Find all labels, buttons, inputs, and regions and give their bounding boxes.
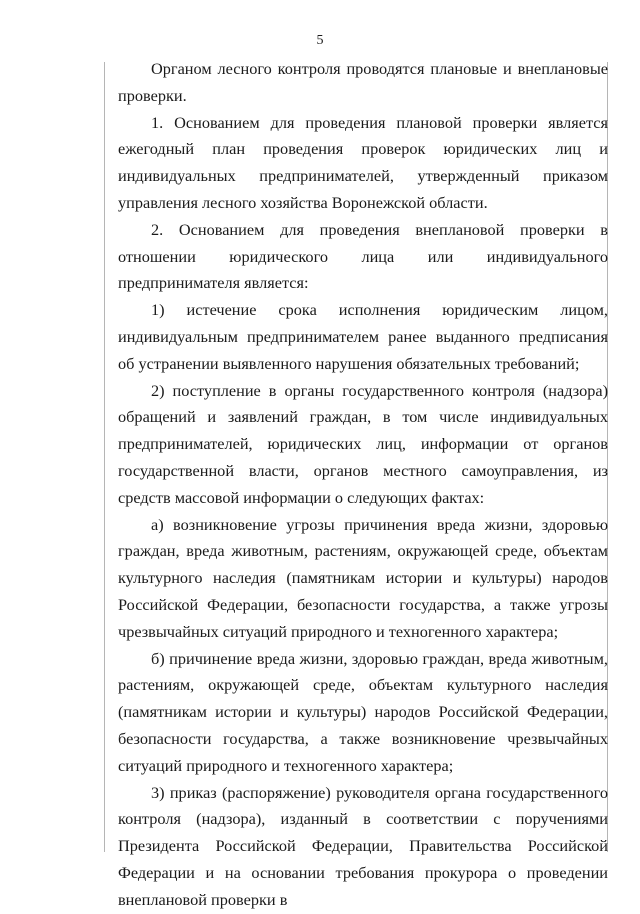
paragraph-item-1: 1) истечение срока исполнения юридическим лицом, индивидуальным предпринимателем ранее выданного предписания об устранении выявленного нарушения обязательных требований; (118, 300, 608, 373)
paragraph-item-3: 3) приказ (распоряжение) руководителя органа государственного контроля (надзора), изданный в соответствии с поручениями Президента Российской Федерации, Правительства Российской Федерации и на основании требования прокурора о проведении внеплановой проверки в (118, 782, 608, 909)
paragraph-item-2a: а) возникновение угрозы причинения вреда жизни, здоровью граждан, вреда животным, растениям, окружающей среде, объектам культурного наследия (памятникам истории и культуры) народов Российской Федерации, безопасности государства, а также угрозы чрезвычайных ситуаций природного и техногенного характера; (118, 514, 608, 641)
paragraph-item-2b: б) причинение вреда жизни, здоровью граждан, вреда животным, растениям, окружающей среде, объектам культурного наследия (памятникам истории и культуры) народов Российской Федерации, безопасности государства, а также возникновение чрезвычайных ситуаций природного и техногенного характера; (118, 648, 608, 775)
left-margin-rule (104, 62, 105, 852)
paragraph-item-2: 2) поступление в органы государственного контроля (надзора) обращений и заявлений граждан, в том числе индивидуальных предпринимателей, юридических лиц, информации от органов государственной власти, органов местного самоуправления, из средств массовой информации о следующих фактах: (118, 380, 608, 507)
paragraph-1-planned-basis: 1. Основанием для проведения плановой проверки является ежегодный план проведения проверок юридических лиц и индивидуальных предпринимателей, утвержденный приказом управления лесного хозяйства Воронежской области. (118, 112, 608, 212)
paragraph-2-unplanned-basis: 2. Основанием для проведения внеплановой проверки в отношении юридического лица или индивидуального предпринимателя является: (118, 219, 608, 293)
document-body (118, 56, 608, 914)
page-number: 5 (316, 33, 324, 48)
paragraph-intro: Органом лесного контроля проводятся плановые и внеплановые проверки. (118, 59, 608, 105)
